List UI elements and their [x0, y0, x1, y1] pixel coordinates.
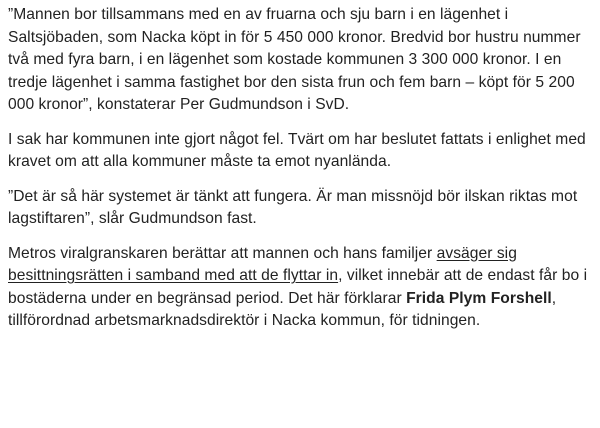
bold-person-name: Frida Plym Forshell [406, 289, 552, 307]
paragraph-municipality: I sak har kommunen inte gjort något fel. Tvärt om har beslutet fattats i enlighet med kravet om att alla kommuner måste ta emot nyanlända. [8, 130, 586, 170]
paragraph-metro [8, 243, 592, 333]
paragraph-text-after-link: , vilket innebär att de endast får bo i bostäderna under en begränsad period. Det här förklarar [8, 267, 588, 307]
paragraph-quote-apartments: ”Mannen bor tillsammans med en av fruarna och sju barn i en lägenhet i Saltsjöbaden, som Nacka köpt in för 5 450 000 kronor. Bredvid bor hustru nummer två med fyra barn, i en lägenhet som kostade kommunen 3 300 000 kronor. I en tredje lägenhet i samma fastighet bor den sista frun och fem barn – köpt för 5 200 000 kronor”, konstaterar Per Gudmundson i SvD. [8, 6, 581, 113]
article-link-tenancy[interactable]: avsäger sig besittningsrätten i samband med att de flyttar in [8, 244, 517, 284]
paragraph-text-after-name: , tillförordnad arbetsmarknadsdirektör i Nacka kommun, för tidningen. [8, 289, 557, 329]
paragraph-text-before-link: Metros viralgranskaren berättar att mannen och hans familjer [8, 244, 437, 262]
paragraph-quote-system: ”Det är så här systemet är tänkt att fungera. Är man missnöjd bör ilskan riktas mot lagstiftaren”, slår Gudmundson fast. [8, 187, 578, 227]
